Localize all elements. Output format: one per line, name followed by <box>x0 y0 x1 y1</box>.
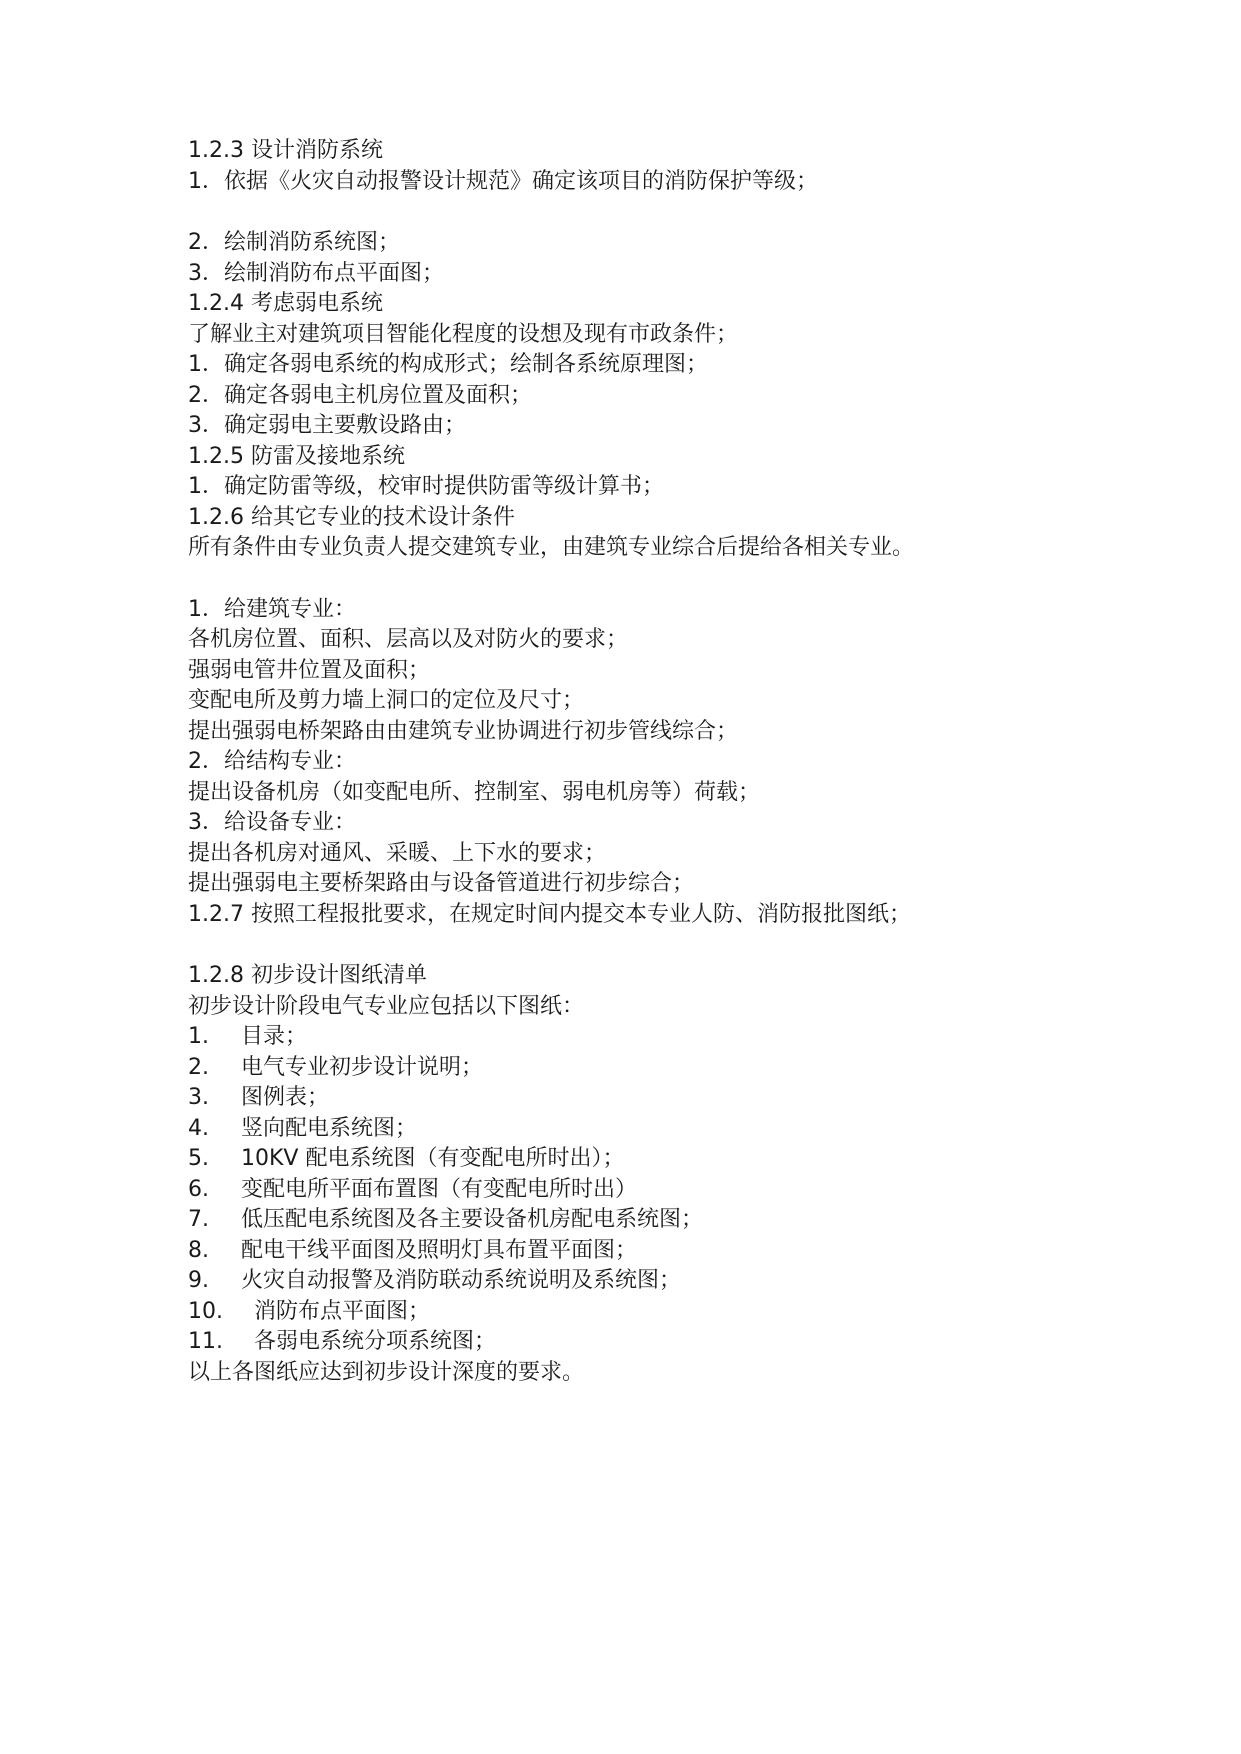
list-item-number: 11. <box>188 1329 223 1354</box>
list-item <box>188 1053 483 1083</box>
text-line: 3．绘制消防布点平面图； <box>188 261 444 286</box>
text-line: 提出强弱电桥架路由由建筑专业协调进行初步管线综合； <box>188 719 739 744</box>
list-item-number: 4. <box>188 1116 209 1141</box>
list-item-text: 配电干线平面图及照明灯具布置平面图； <box>241 1238 638 1263</box>
list-item <box>188 1327 496 1357</box>
list-item-text: 消防布点平面图； <box>254 1299 431 1324</box>
text-line: 1．确定各弱电系统的构成形式；绘制各系统原理图； <box>188 352 708 377</box>
heading-1-2-8: 1.2.8 初步设计图纸清单 <box>188 963 427 988</box>
list-item <box>188 1144 624 1174</box>
text-line: 1．依据《火灾自动报警设计规范》确定该项目的消防保护等级； <box>188 169 818 194</box>
list-item <box>188 1022 307 1052</box>
list-item <box>188 1083 329 1113</box>
list-item <box>188 1114 417 1144</box>
text-line: 了解业主对建筑项目智能化程度的设想及现有市政条件； <box>188 322 739 347</box>
list-item-text: 图例表； <box>241 1085 330 1110</box>
text-line: 提出各机房对通风、采暖、上下水的要求； <box>188 841 607 866</box>
text-line: 强弱电管井位置及面积； <box>188 658 431 683</box>
list-item-number: 1. <box>188 1024 209 1049</box>
list-item-number: 2. <box>188 1055 209 1080</box>
heading-1-2-7: 1.2.7 按照工程报批要求，在规定时间内提交本专业人防、消防报批图纸； <box>188 902 911 927</box>
list-item <box>188 1297 430 1327</box>
list-item <box>188 1205 703 1235</box>
text-line: 2．绘制消防系统图； <box>188 230 400 255</box>
closing-text: 以上各图纸应达到初步设计深度的要求。 <box>188 1360 585 1385</box>
list-item <box>188 1236 637 1266</box>
list-item-number: 9. <box>188 1268 209 1293</box>
list-item-text: 各弱电系统分项系统图； <box>254 1329 497 1354</box>
list-item-text: 10KV 配电系统图（有变配电所时出）； <box>241 1146 625 1171</box>
text-line: 提出强弱电主要桥架路由与设备管道进行初步综合； <box>188 871 695 896</box>
text-line: 2．确定各弱电主机房位置及面积； <box>188 383 532 408</box>
list-item <box>188 1175 637 1205</box>
text-line: 3．确定弱电主要敷设路由； <box>188 413 466 438</box>
text-line: 初步设计阶段电气专业应包括以下图纸： <box>188 994 585 1019</box>
list-item-number: 6. <box>188 1177 209 1202</box>
heading-1-2-4: 1.2.4 考虑弱电系统 <box>188 291 383 316</box>
text-line: 变配电所及剪力墙上洞口的定位及尺寸； <box>188 688 585 713</box>
list-item-text: 电气专业初步设计说明； <box>241 1055 484 1080</box>
text-line: 3．给设备专业： <box>188 810 356 835</box>
heading-1-2-3: 1.2.3 设计消防系统 <box>188 138 383 163</box>
text-line: 各机房位置、面积、层高以及对防火的要求； <box>188 627 629 652</box>
list-item-text: 低压配电系统图及各主要设备机房配电系统图； <box>241 1207 704 1232</box>
text-line: 1．确定防雷等级，校审时提供防雷等级计算书； <box>188 474 664 499</box>
text-line: 提出设备机房（如变配电所、控制室、弱电机房等）荷载； <box>188 780 761 805</box>
list-item-text: 变配电所平面布置图（有变配电所时出） <box>241 1177 638 1202</box>
heading-1-2-5: 1.2.5 防雷及接地系统 <box>188 444 405 469</box>
text-line: 2．给结构专业： <box>188 749 356 774</box>
list-item-text: 目录； <box>241 1024 308 1049</box>
heading-1-2-6: 1.2.6 给其它专业的技术设计条件 <box>188 505 515 530</box>
text-line: 1．给建筑专业： <box>188 597 356 622</box>
list-item-number: 5. <box>188 1146 209 1171</box>
list-item-number: 3. <box>188 1085 209 1110</box>
list-item-text: 竖向配电系统图； <box>241 1116 418 1141</box>
text-line: 所有条件由专业负责人提交建筑专业，由建筑专业综合后提给各相关专业。 <box>188 535 915 560</box>
list-item <box>188 1266 681 1296</box>
list-item-number: 7. <box>188 1207 209 1232</box>
list-item-number: 10. <box>188 1299 223 1324</box>
list-item-number: 8. <box>188 1238 209 1263</box>
list-item-text: 火灾自动报警及消防联动系统说明及系统图； <box>241 1268 682 1293</box>
